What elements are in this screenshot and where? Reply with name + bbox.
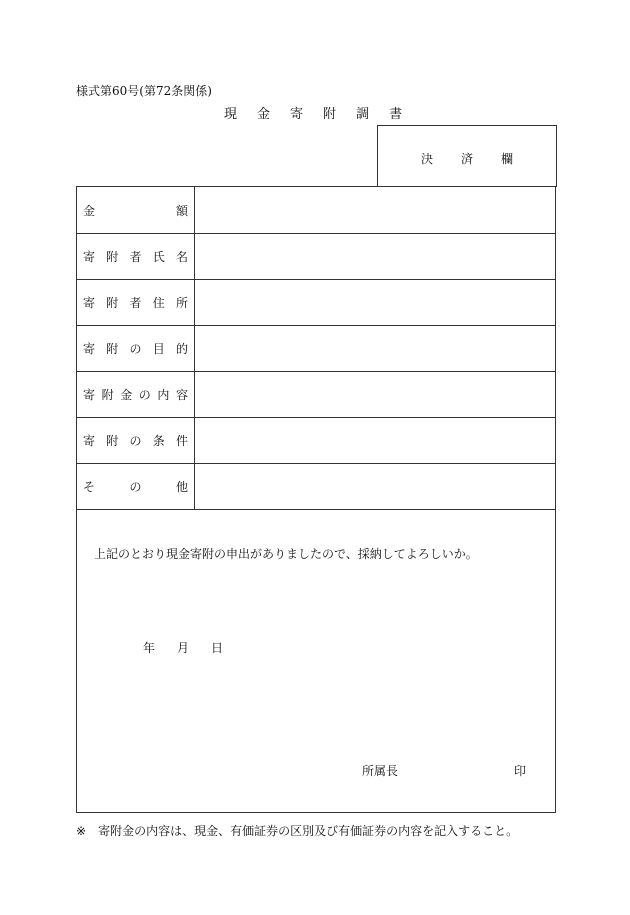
year-label: 年 bbox=[143, 641, 156, 655]
donor-name-field[interactable] bbox=[195, 233, 555, 279]
label-char: 金 bbox=[120, 388, 133, 402]
title-char: 金 bbox=[257, 107, 271, 122]
purpose-field[interactable] bbox=[195, 325, 555, 371]
month-label: 月 bbox=[177, 641, 190, 655]
amount-field[interactable] bbox=[195, 187, 555, 233]
label-char: の bbox=[129, 480, 142, 494]
label-char: 寄 bbox=[83, 434, 96, 448]
title-char: 調 bbox=[356, 107, 370, 122]
label-char: 内 bbox=[157, 388, 170, 402]
label-char: 者 bbox=[129, 296, 142, 310]
row-label-cell bbox=[77, 187, 195, 233]
label-char: 寄 bbox=[83, 342, 96, 356]
row-donation-details bbox=[77, 371, 555, 418]
row-conditions bbox=[77, 417, 555, 464]
label-char: 附 bbox=[106, 250, 119, 264]
label-char: 附 bbox=[106, 296, 119, 310]
footnote-text: 寄附金の内容は、現金、有価証券の区別及び有価証券の内容を記入すること。 bbox=[98, 824, 519, 838]
title-char: 現 bbox=[224, 107, 238, 122]
label-char: 者 bbox=[129, 250, 142, 264]
label-char: 他 bbox=[175, 480, 188, 494]
label-char: 容 bbox=[175, 388, 188, 402]
label-char: そ bbox=[83, 480, 96, 494]
row-label-cell bbox=[77, 463, 195, 509]
label-char: の bbox=[129, 434, 142, 448]
day-label: 日 bbox=[211, 641, 224, 655]
row-donor-address bbox=[77, 279, 555, 326]
title-char: 附 bbox=[323, 107, 337, 122]
approval-statement-section bbox=[77, 509, 555, 812]
row-label-cell bbox=[77, 279, 195, 325]
approval-char: 済 bbox=[460, 152, 473, 166]
label-char: 名 bbox=[175, 250, 188, 264]
label-char: 附 bbox=[106, 342, 119, 356]
row-label bbox=[83, 340, 188, 357]
label-char: 所 bbox=[175, 296, 188, 310]
donation-details-field[interactable] bbox=[195, 371, 555, 417]
label-char: 寄 bbox=[83, 250, 96, 264]
row-donor-name bbox=[77, 233, 555, 280]
row-other bbox=[77, 463, 555, 510]
label-char: 附 bbox=[106, 434, 119, 448]
row-label bbox=[83, 478, 188, 495]
approval-label bbox=[378, 150, 556, 167]
row-label-cell bbox=[77, 325, 195, 371]
footnote-mark: ※ bbox=[76, 824, 87, 838]
label-char: 目 bbox=[152, 342, 165, 356]
approval-char: 決 bbox=[420, 152, 433, 166]
row-label-cell bbox=[77, 371, 195, 417]
row-amount bbox=[77, 187, 555, 234]
label-char: の bbox=[129, 342, 142, 356]
row-label bbox=[83, 202, 188, 219]
row-label bbox=[83, 432, 188, 449]
conditions-field[interactable] bbox=[195, 417, 555, 463]
label-char: 寄 bbox=[83, 296, 96, 310]
date-line bbox=[143, 639, 245, 656]
other-field[interactable] bbox=[195, 463, 555, 509]
form-number: 様式第60号(第72条関係) bbox=[76, 84, 212, 98]
footnote bbox=[76, 822, 518, 839]
row-label-cell bbox=[77, 417, 195, 463]
label-char: 額 bbox=[175, 204, 188, 218]
label-char: 件 bbox=[175, 434, 188, 448]
label-char: の bbox=[138, 388, 151, 402]
title-char: 書 bbox=[389, 107, 403, 122]
label-char: 条 bbox=[152, 434, 165, 448]
title-char: 寄 bbox=[290, 107, 304, 122]
label-char: 氏 bbox=[152, 250, 165, 264]
row-label bbox=[83, 386, 188, 403]
approval-char: 欄 bbox=[501, 152, 514, 166]
document-title bbox=[224, 103, 422, 122]
row-label bbox=[83, 294, 188, 311]
form-table bbox=[76, 186, 556, 813]
label-char: 寄 bbox=[83, 388, 96, 402]
donor-address-field[interactable] bbox=[195, 279, 555, 325]
label-char: 金 bbox=[83, 204, 96, 218]
row-purpose bbox=[77, 325, 555, 372]
seal-label: 印 bbox=[514, 764, 527, 778]
label-char: 附 bbox=[101, 388, 114, 402]
approval-box bbox=[377, 125, 557, 187]
row-label-cell bbox=[77, 233, 195, 279]
label-char: 的 bbox=[175, 342, 188, 356]
statement-text: 上記のとおり現金寄附の申出がありましたので、採納してよろしいか。 bbox=[94, 547, 478, 561]
label-char: 住 bbox=[152, 296, 165, 310]
row-label bbox=[83, 248, 188, 265]
signature-label: 所属長 bbox=[362, 764, 399, 778]
